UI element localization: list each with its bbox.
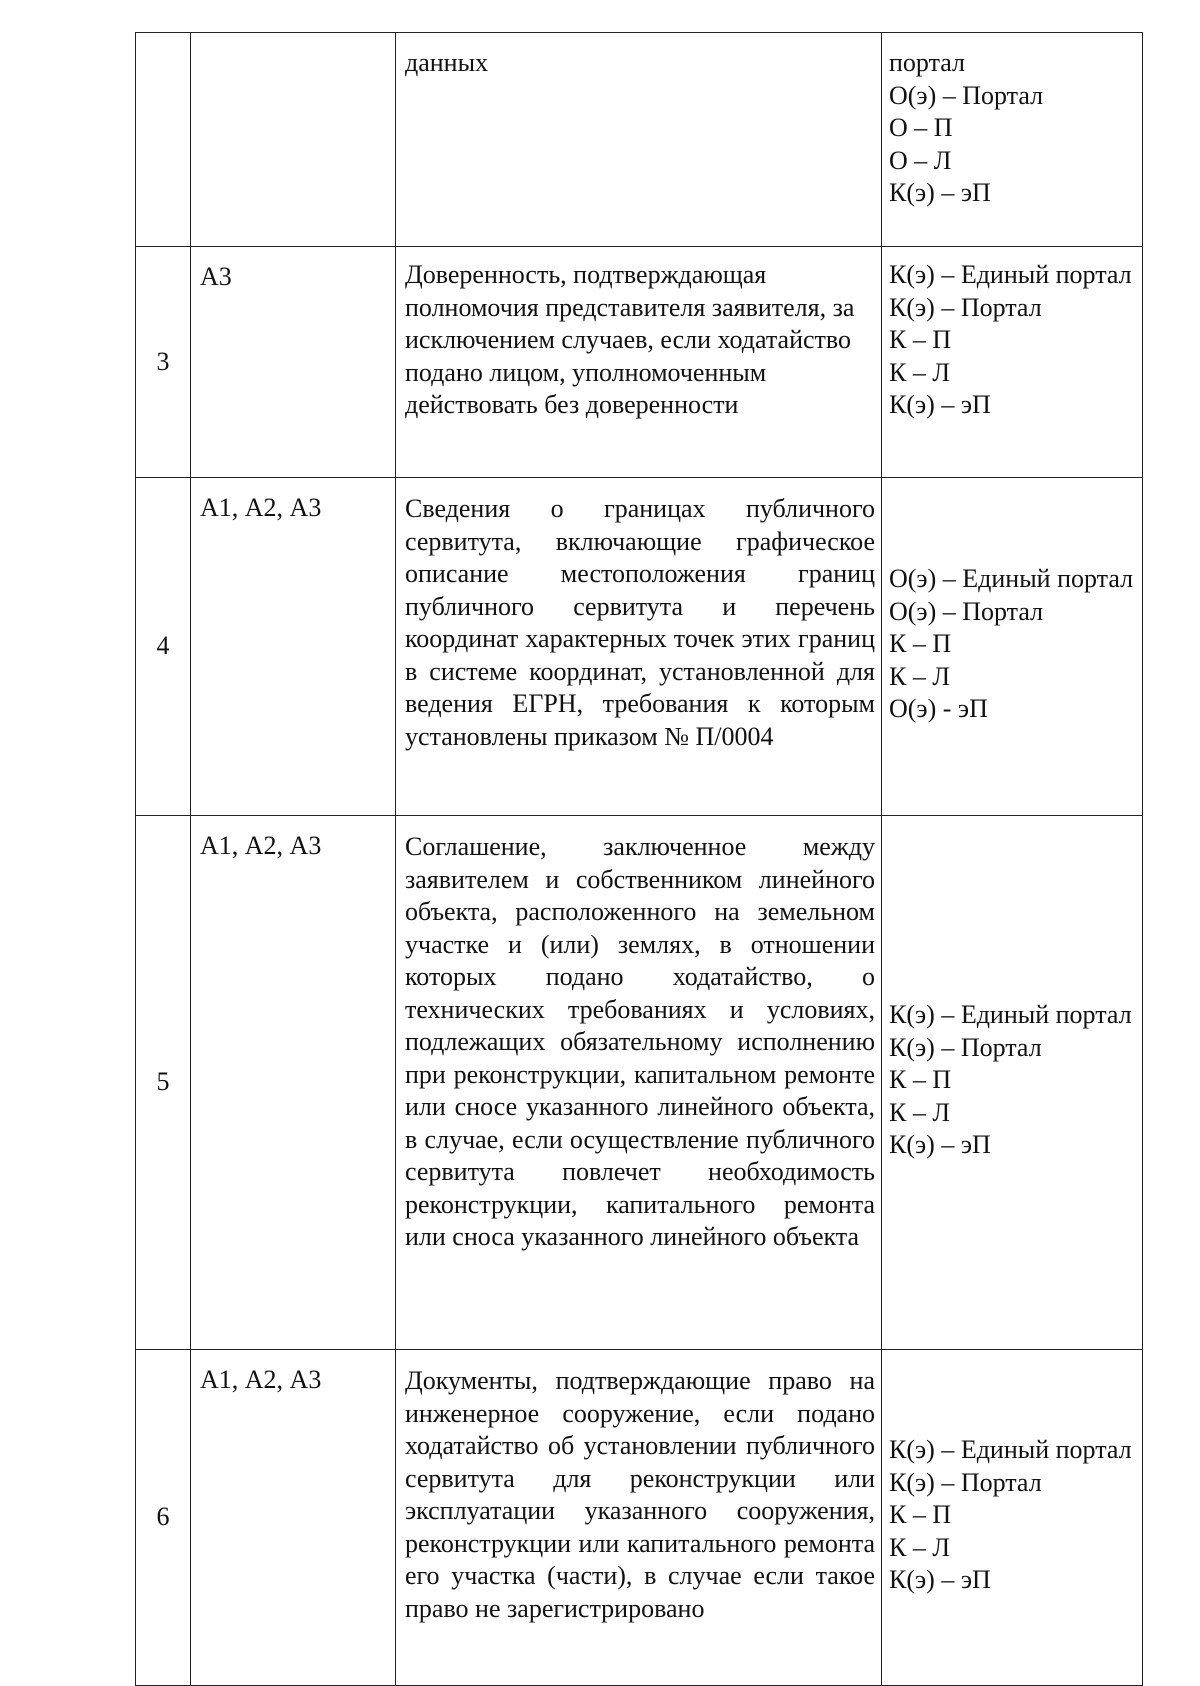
form-item: О(э) – Портал bbox=[889, 596, 1044, 626]
form-item: К(э) – эП bbox=[889, 390, 991, 419]
table-row bbox=[136, 247, 1143, 478]
applicant-categories: А1, А2, А3 bbox=[191, 478, 396, 816]
form-item: К(э) – эП bbox=[889, 1565, 991, 1595]
table-row bbox=[136, 478, 1143, 816]
submission-forms bbox=[882, 478, 1143, 816]
table-row bbox=[136, 1350, 1143, 1686]
document-description: Документы, подтверждающие право на инженерное сооружение, если подано ходатайство об установлении публичного сервитута для реконструкции или эксплуатации указанного сооружения, реконструкции или капитального ремонта его участка (части), в случае если такое право не зарегистрировано bbox=[396, 1350, 882, 1686]
form-item: К – Л bbox=[889, 1532, 950, 1562]
form-item: К – П bbox=[889, 1065, 952, 1095]
form-item: К – Л bbox=[889, 357, 950, 387]
row-number: 3 bbox=[136, 247, 191, 478]
form-item: К – П bbox=[889, 629, 952, 659]
form-item: О – Л bbox=[889, 145, 952, 175]
table-row bbox=[136, 33, 1143, 247]
form-item: К(э) – Портал bbox=[889, 1032, 1042, 1062]
document-description: данных bbox=[396, 33, 882, 247]
submission-forms bbox=[882, 1350, 1143, 1686]
form-item: К – П bbox=[889, 325, 952, 354]
document-description: Сведения о границах публичного сервитута, включающие графическое описание местоположения границ публичного сервитута и перечень координат характерных точек этих границ в системе координат, установленной для ведения ЕГРН, требования к которым установлены приказом № П/0004 bbox=[396, 478, 882, 816]
submission-forms bbox=[882, 247, 1143, 478]
form-item: К(э) – эП bbox=[889, 1130, 991, 1160]
applicant-categories: А1, А2, А3 bbox=[191, 816, 396, 1350]
form-item: О(э) - эП bbox=[889, 694, 988, 724]
form-item: К(э) – Единый портал bbox=[889, 1000, 1132, 1030]
document-description: Соглашение, заключенное между заявителем и собственником линейного объекта, расположенного на земельном участке и (или) землях, в отношении которых подано ходатайство, о технических требованиях и условиях, подлежащих обязательному исполнению при реконструкции, капитальном ремонте или сносе указанного линейного объекта, в случае, если осуществление публичного сервитута повлечет необходимость реконструкции, капитального ремонта или сноса указанного линейного объекта bbox=[396, 816, 882, 1350]
form-item: К – Л bbox=[889, 661, 950, 691]
form-item: К(э) – Единый портал bbox=[889, 260, 1132, 289]
form-item: К(э) – Единый портал bbox=[889, 1435, 1132, 1465]
form-item: К – Л bbox=[889, 1097, 950, 1127]
form-item: О(э) – Портал bbox=[889, 80, 1044, 110]
applicant-categories: А1, А2, А3 bbox=[191, 1350, 396, 1686]
row-number: 5 bbox=[136, 816, 191, 1350]
form-item: К(э) – Портал bbox=[889, 1467, 1042, 1497]
documents-table bbox=[135, 32, 1143, 1686]
submission-forms bbox=[882, 33, 1143, 247]
form-item: О(э) – Единый портал bbox=[889, 564, 1134, 594]
form-item: К(э) – Портал bbox=[889, 292, 1042, 322]
submission-forms bbox=[882, 816, 1143, 1350]
row-number: 4 bbox=[136, 478, 191, 816]
document-description: Доверенность, подтверждающая полномочия представителя заявителя, за исключением случаев, если ходатайство подано лицом, уполномоченным действовать без доверенности bbox=[396, 247, 882, 478]
form-item: К(э) – эП bbox=[889, 178, 991, 207]
row-number bbox=[136, 33, 191, 247]
form-item: К – П bbox=[889, 1500, 952, 1530]
row-number: 6 bbox=[136, 1350, 191, 1686]
applicant-categories bbox=[191, 33, 396, 247]
applicant-categories: А3 bbox=[191, 247, 396, 478]
form-item: портал bbox=[889, 48, 965, 77]
form-item: О – П bbox=[889, 113, 953, 142]
table-row bbox=[136, 816, 1143, 1350]
